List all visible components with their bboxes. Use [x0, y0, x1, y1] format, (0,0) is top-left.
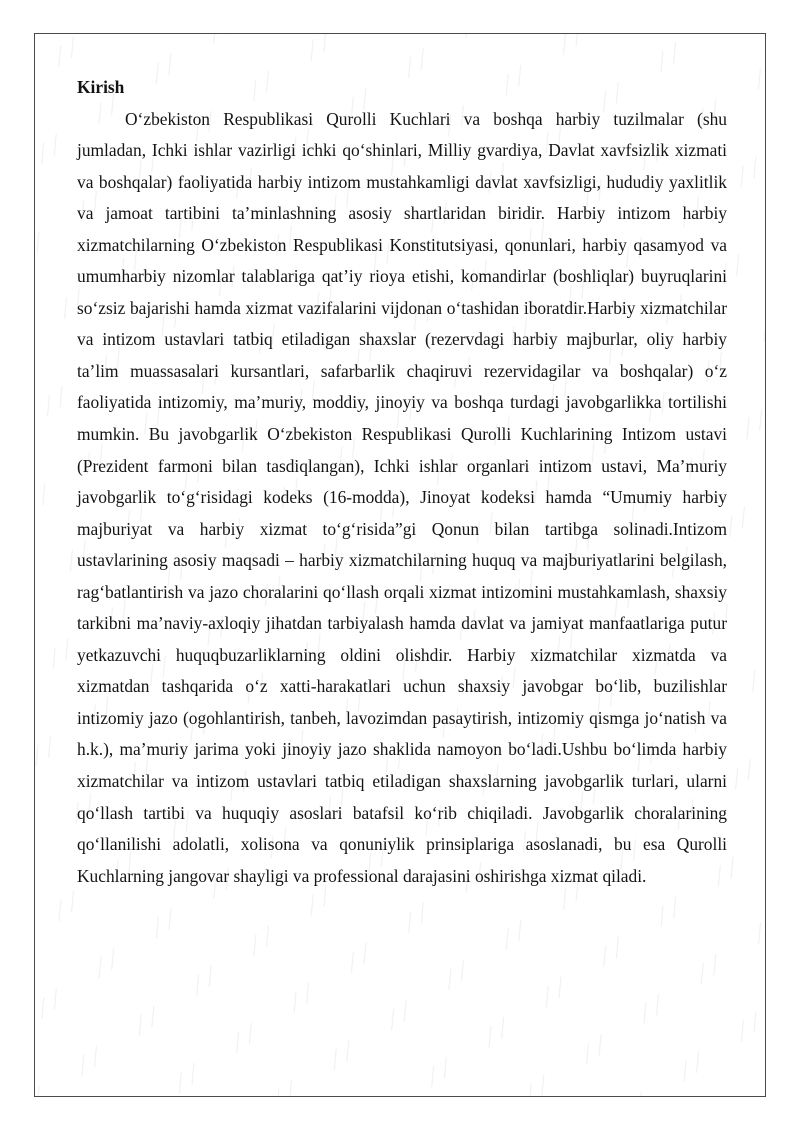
- document-page: [34, 33, 766, 1097]
- section-heading: Kirish: [77, 77, 125, 97]
- body-paragraph: O‘zbekiston Respublikasi Qurolli Kuchlari va boshqa harbiy tuzilmalar (shu jumladan, Ichki ishlar vazirligi ichki qo‘shinlari, Milliy gvardiya, Davlat xavfsizlik xizmati va boshqalar) faoliyatida harbiy intizom mustahkamligi davlat xavfsizligi, hududiy yaxlitlik va jamoat tartibini ta’minlashning asosiy shartlaridan biridir. Harbiy intizom harbiy xizmatchilarning O‘zbekiston Respublikasi Konstitutsiyasi, qonunlari, harbiy qasamyod va umumharbiy nizomlar talablariga qat’iy rioya etishi, komandirlar (boshliqlar) buyruqlarini so‘zsiz bajarishi hamda xizmat vazifalarini vijdonan o‘tashidan iboratdir.Harbiy xizmatchilar va intizom ustavlari tatbiq etiladigan shaxslar (rezervdagi harbiy majburlar, oliy harbiy ta’lim muassasalari kursantlari, safarbarlik chaqiruvi rezervidagilar va boshqalar) o‘z faoliyatida intizomiy, ma’muriy, moddiy, jinoyiy va boshqa turdagi javobgarlikka tortilishi mumkin. Bu javobgarlik O‘zbekiston Respublikasi Qurolli Kuchlarining Intizom ustavi (Prezident farmoni bilan tasdiqlangan), Ichki ishlar organlari intizom ustavi, Ma’muriy javobgarlik to‘g‘risidagi kodeks (16-modda), Jinoyat kodeksi hamda “Umumiy harbiy majburiyat va harbiy xizmat to‘g‘risida”gi Qonun bilan tartibga solinadi.Intizom ustavlarining asosiy maqsadi – harbiy xizmatchilarning huquq va majburiyatlarini belgilash, rag‘batlantirish va jazo choralarini qo‘llash orqali xizmat intizomini mustahkamlash, shaxsiy tarkibni ma’naviy-axloqiy jihatdan tarbiyalash hamda davlat va jamiyat manfaatlariga putur yetkazuvchi huquqbuzarliklarning oldini olishdir. Harbiy xizmatchilar xizmatda va xizmatdan tashqarida o‘z xatti-harakatlari uchun shaxsiy javobgar bo‘lib, buzilishlar intizomiy jazo (ogohlantirish, tanbeh, lavozimdan pasaytirish, intizomiy qismga jo‘natish va h.k.), ma’muriy jarima yoki jinoyiy jazo shaklida namoyon bo‘ladi.Ushbu bo‘limda harbiy xizmatchilar va intizom ustavlari tatbiq etiladigan shaxslarning javobgarlik turlari, ularni qo‘llash tartibi va huquqiy asoslari batafsil ko‘rib chiqiladi. Javobgarlik choralarining qo‘llanilishi adolatli, xolisona va qonuniylik prinsiplariga asoslanadi, bu esa Qurolli Kuchlarning jangovar shayligi va professional darajasini oshirishga xizmat qiladi.: [77, 108, 727, 886]
- document-body: [77, 72, 727, 892]
